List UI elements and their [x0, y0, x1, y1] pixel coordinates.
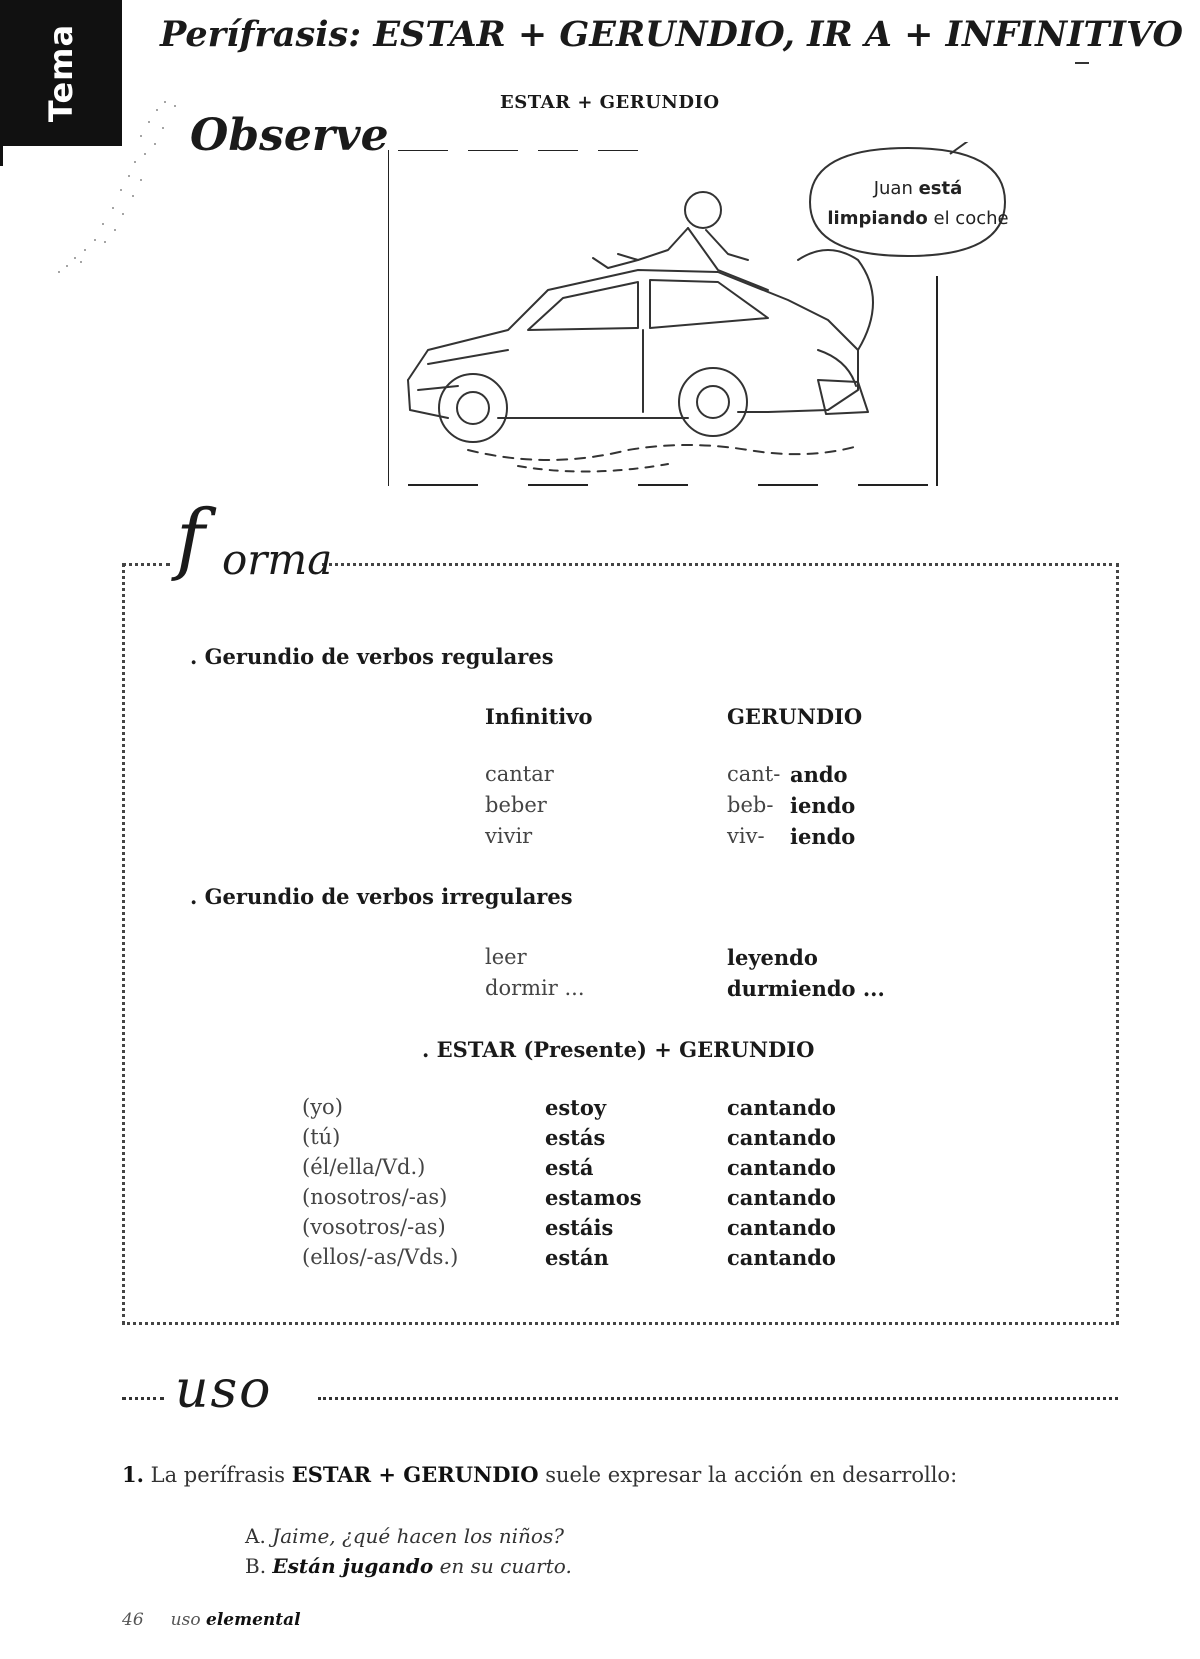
uso-right-divider: [318, 1397, 1118, 1400]
estar-form: estás: [545, 1125, 606, 1150]
irregular-infinitive: dormir ...: [485, 976, 585, 1000]
regular-ending: iendo: [790, 793, 856, 818]
series-level: elemental: [206, 1610, 301, 1630]
bubble-object: el coche: [933, 208, 1009, 229]
regular-ending: ando: [790, 762, 848, 787]
estar-form: está: [545, 1155, 594, 1180]
uso-point-text-after: suele expresar la acción en desarrollo:: [545, 1463, 958, 1487]
example-a-speaker: A.: [245, 1524, 266, 1548]
estar-form: estoy: [545, 1095, 607, 1120]
uso-left-divider: [122, 1397, 164, 1400]
uso-point-emphasis: ESTAR + GERUNDIO: [291, 1462, 539, 1487]
gerund-form: cantando: [727, 1155, 836, 1180]
series-name: uso: [170, 1610, 201, 1630]
estar-form: estamos: [545, 1185, 642, 1210]
uso-point-1: [122, 1462, 957, 1487]
left-rule: [0, 146, 3, 166]
gerund-form: cantando: [727, 1185, 836, 1210]
regular-infinitive: vivir: [485, 824, 533, 848]
page-footer: [122, 1610, 301, 1630]
gerund-form: cantando: [727, 1215, 836, 1240]
pronoun: (vosotros/-as): [302, 1215, 446, 1239]
conjugation-subheading: . ESTAR (Presente) + GERUNDIO: [422, 1037, 815, 1062]
uso-point-number: 1.: [122, 1462, 144, 1487]
observe-label: Observe: [190, 110, 389, 161]
page-number: 46: [122, 1610, 144, 1630]
pronoun: (él/ella/Vd.): [302, 1155, 426, 1179]
infinitive-column-header: Infinitivo: [485, 704, 593, 729]
example-b: [245, 1554, 572, 1578]
irregular-gerund: leyendo: [727, 945, 818, 970]
gerund-column-header: GERUNDIO: [727, 704, 863, 729]
regular-ending: iendo: [790, 824, 856, 849]
irregular-verbs-subheading: . Gerundio de verbos irregulares: [190, 884, 573, 909]
pronoun: (yo): [302, 1095, 343, 1119]
example-b-emphasis: Están jugando: [272, 1554, 434, 1578]
uso-heading: uso: [175, 1360, 273, 1420]
regular-infinitive: cantar: [485, 762, 554, 786]
illustration-heading: ESTAR + GERUNDIO: [500, 92, 720, 113]
uso-point-text-before: La perífrasis: [150, 1463, 285, 1487]
regular-stem: beb-: [727, 793, 774, 817]
regular-stem: cant-: [727, 762, 781, 786]
example-a-text: Jaime, ¿qué hacen los niños?: [272, 1524, 564, 1548]
speech-bubble-text: [818, 174, 1018, 234]
example-b-text: en su cuarto.: [439, 1554, 572, 1578]
irregular-infinitive: leer: [485, 945, 527, 969]
example-a: [245, 1524, 564, 1548]
regular-infinitive: beber: [485, 793, 547, 817]
tema-tab-label: Tema: [42, 23, 80, 123]
regular-verbs-subheading: . Gerundio de verbos regulares: [190, 644, 554, 669]
title-dash: [1075, 62, 1089, 64]
gerund-form: cantando: [727, 1245, 836, 1270]
pronoun: (ellos/-as/Vds.): [302, 1245, 459, 1269]
irregular-gerund: durmiendo ...: [727, 976, 885, 1001]
bubble-subject: Juan: [873, 178, 913, 199]
bubble-verb: está: [918, 178, 963, 199]
estar-form: estáis: [545, 1215, 614, 1240]
example-b-speaker: B.: [245, 1554, 267, 1578]
pronoun: (tú): [302, 1125, 341, 1149]
regular-stem: viv-: [727, 824, 765, 848]
estar-form: están: [545, 1245, 609, 1270]
page-title: Perífrasis: ESTAR + GERUNDIO, IR A + INFINITIVO: [160, 14, 1183, 55]
gerund-form: cantando: [727, 1095, 836, 1120]
pronoun: (nosotros/-as): [302, 1185, 448, 1209]
forma-heading-rest: orma: [222, 535, 333, 584]
observe-speckle-decoration: [45, 92, 195, 282]
bubble-gerund: limpiando: [827, 208, 928, 229]
forma-heading-initial: f: [176, 494, 205, 584]
gerund-form: cantando: [727, 1125, 836, 1150]
forma-box: [122, 563, 1119, 1325]
